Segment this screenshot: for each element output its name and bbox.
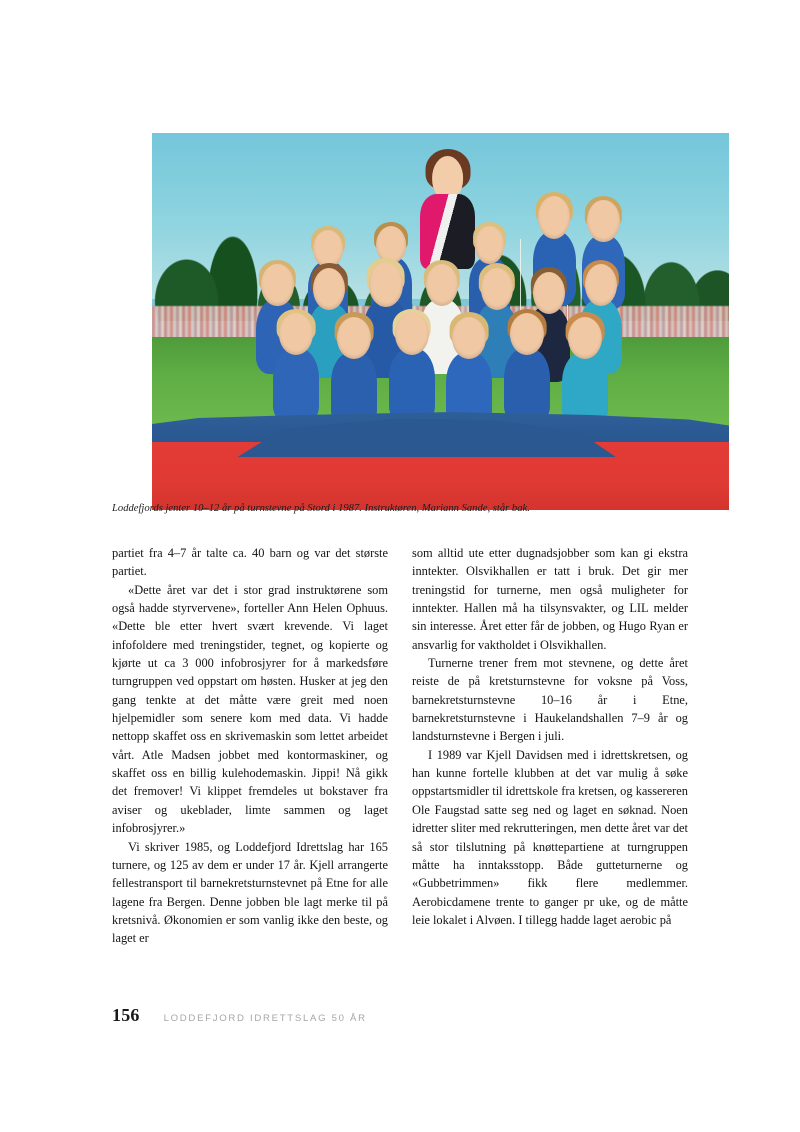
child-head	[395, 313, 429, 355]
photo-child	[273, 348, 319, 423]
child-head	[452, 317, 486, 359]
child-head	[337, 317, 371, 359]
paragraph: I 1989 var Kjell Davidsen med i idrettskretsen, og han kunne fortelle klubben at det var mulig å søke oppstartsmidler til idrettskole fra kretsen, og kassereren Ole Faugstad satte seg ned og laget en søknad. Noen idretter sliter med rekrutteringen, men dette året var det så stor tilslutning på knøttepartiene at turngruppen måtte ha inntaksstopp. Både gutteturnerne og «Gubbetrimmen» fikk flere medlemmer. Aerobicdamene trente to ganger pr uke, og de måtte leie lokalet i Alvøen. I tillegg hadde laget aerobic på	[412, 747, 688, 927]
photograph-figure	[152, 133, 729, 510]
child-head	[587, 200, 619, 242]
child-head	[313, 230, 343, 268]
paragraph: partiet fra 4–7 år talte ca. 40 barn og var det største partiet.	[112, 546, 388, 579]
column-left	[112, 544, 388, 948]
child-head	[481, 268, 513, 310]
child-head	[538, 196, 570, 238]
child-head	[475, 226, 505, 264]
photo-child	[504, 348, 550, 423]
page-footer	[112, 1005, 367, 1026]
paragraph: Turnerne trener frem mot stevnene, og dette året reiste de på kretsturnstevne for voksne på Voss, barnekretsturnstevne 10–16 år i Etne, barnekretsturnstevne i Haukelandshallen 7–9 år og landsturnstevne i Bergen i juli.	[412, 656, 688, 744]
instructor-jacket	[420, 194, 475, 269]
child-head	[585, 264, 617, 306]
body-columns	[112, 544, 689, 948]
photograph	[152, 133, 729, 510]
child-head	[568, 317, 602, 359]
child-head	[313, 268, 345, 310]
child-head	[426, 264, 458, 306]
paragraph: «Dette året var det i stor grad instruktørene som også hadde styrvervene», forteller Ann Helen Ophuus. «Dette ble etter hvert svært krevende. Vi laget infofoldere med treningstider, tegnet, og kopierte og kjørte ut ca 3 000 infobrosjyrer for å markedsføre turngruppen ved oppstart om høsten. Husker at jeg den gang tenkte at det måtte være greit med noen hjelpemidler som senere kom med data. Vi hadde nettopp skaffet oss en skrivemaskin som lettet arbeidet vårt. Atle Madsen jobbet med kontormaskiner, og skaffet oss en billig kulehodemaskin. Jippi! Nå gikk det fremover! Vi klippet fremdeles ut bokstaver fra aviser og ukeblader, limte sammen og laget infobrosjyrer.»	[112, 582, 388, 836]
child-head	[261, 264, 293, 306]
column-right	[412, 544, 688, 948]
page-number: 156	[112, 1005, 140, 1025]
child-head	[533, 272, 565, 314]
child-head	[279, 313, 313, 355]
running-head: LODDEFJORD IDRETTSLAG 50 ÅR	[163, 1013, 367, 1024]
photo-instructor	[420, 156, 475, 269]
photo-caption: Loddefjords jenter 10–12 år på turnstevne på Stord i 1987. Instruktøren, Mariann Sande, står bak.	[112, 503, 530, 514]
paragraph: Vi skriver 1985, og Loddefjord Idrettslag har 165 turnere, og 125 av dem er under 17 år. Kjell arrangerte fellestransport til barnekretsturnstevnet på Etne for alle lagene fra Bergen. Denne jobben ble lagt merke til på kretsnivå. Økonomien er som vanlig ikke den beste, og laget er	[112, 839, 388, 946]
photo-child	[389, 348, 435, 423]
paragraph: som alltid ute etter dugnadsjobber som kan gi ekstra inntekter. Olsvikhallen er tatt i bruk. Det gir mer treningstid for turnerne, men også muligheter for inntekter. Hallen må ha tilsynsvakter, og LIL melder sin interesse. Året etter får de jobben, og Hugo Ryan er ansvarlig for vaktholdet i Olsvikhallen.	[412, 546, 688, 652]
photo-red-floor	[152, 442, 729, 510]
child-head	[510, 313, 544, 355]
